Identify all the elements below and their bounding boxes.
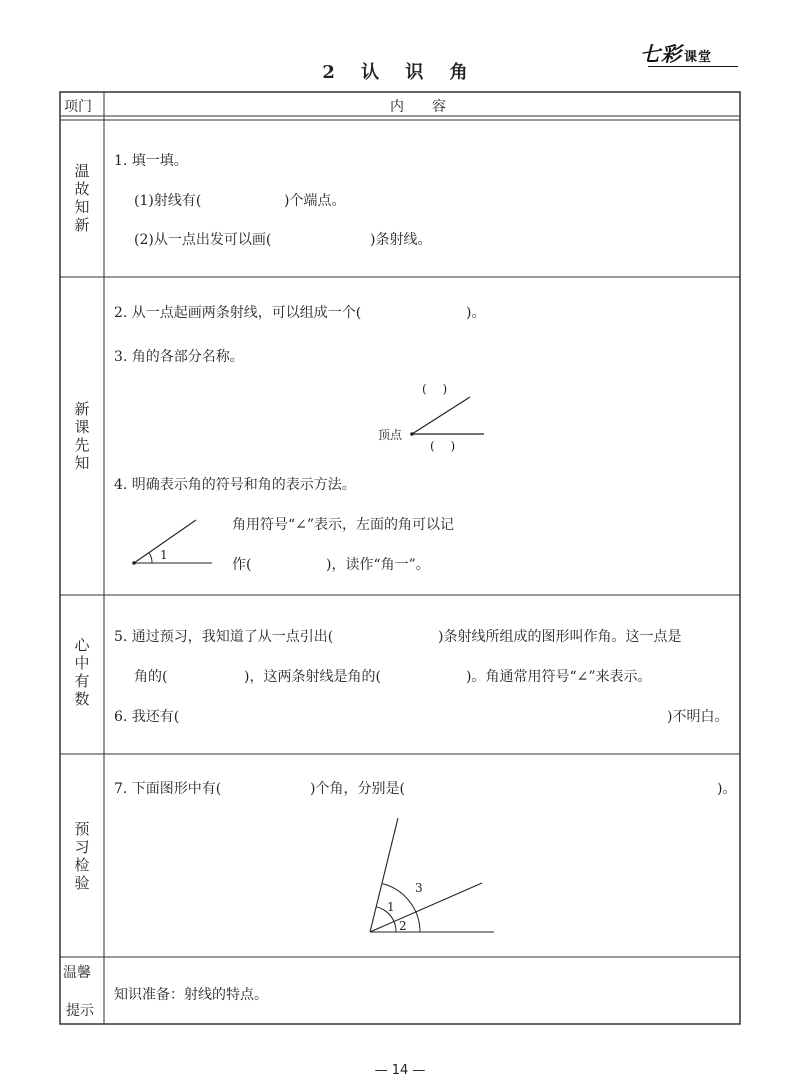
question-4-line1: 角用符号“∠”表示，左面的角可以记 xyxy=(232,517,455,533)
question-6-suffix: )不明白。 xyxy=(667,709,729,725)
tip-text: 知识准备：射线的特点。 xyxy=(114,987,268,1003)
angle-label-2: 2 xyxy=(399,919,407,933)
question-7-prefix: 7. 下面图形中有( xyxy=(114,781,222,797)
question-1-title: 1. 填一填。 xyxy=(114,153,188,169)
question-4-line2-suffix: )，读作“角一”。 xyxy=(326,557,430,573)
question-2-prefix: 2. 从一点起画两条射线，可以组成一个( xyxy=(114,305,362,321)
question-7-suffix: )。 xyxy=(717,781,737,797)
angle-label-3: 3 xyxy=(415,881,423,895)
question-5-line2-suffix: )。角通常用符号“∠”来表示。 xyxy=(466,669,652,685)
section-label-tip-a: 温馨 xyxy=(63,965,91,981)
three-angles-diagram xyxy=(360,810,510,940)
section-label-tip-b: 提示 xyxy=(66,1003,94,1019)
section-label-summary: 心中有数 xyxy=(74,636,90,708)
side-label-blank-top: ( ) xyxy=(422,382,448,396)
brand-name: 七彩 xyxy=(640,42,682,66)
section-label-check: 预习检验 xyxy=(74,820,90,892)
angle-one-label: 1 xyxy=(160,548,168,562)
question-3-title: 3. 角的各部分名称。 xyxy=(114,349,244,365)
brand-suffix: 课堂 xyxy=(684,50,713,65)
question-1b-prefix: (2)从一点出发可以画( xyxy=(134,232,272,248)
question-5-line2-middle: )，这两条射线是角的( xyxy=(244,669,381,685)
question-6-prefix: 6. 我还有( xyxy=(114,709,180,725)
question-1b-suffix: )条射线。 xyxy=(370,232,432,248)
question-5-line1-prefix: 5. 通过预习，我知道了从一点引出( xyxy=(114,629,334,645)
question-5-line1-suffix: )条射线所组成的图形叫作角。这一点是 xyxy=(438,629,682,645)
section-label-preview: 新课先知 xyxy=(74,400,90,472)
question-2-suffix: )。 xyxy=(466,305,486,321)
angle-label-1: 1 xyxy=(387,900,395,914)
angle-one-diagram xyxy=(126,514,226,570)
vertex-label: 顶点 xyxy=(378,428,403,442)
page-number: — 14 — xyxy=(374,1063,426,1078)
side-label-blank-bottom: ( ) xyxy=(430,439,456,453)
column-header-item: 项门 xyxy=(64,99,92,115)
question-4-line2-prefix: 作( xyxy=(232,557,252,573)
page-title: 2 认 识 角 xyxy=(322,62,478,83)
question-1a-prefix: (1)射线有( xyxy=(134,193,202,209)
column-header-content: 内 容 xyxy=(390,99,446,115)
question-5-line2-prefix: 角的( xyxy=(134,669,168,685)
question-4-title: 4. 明确表示角的符号和角的表示方法。 xyxy=(114,477,356,493)
question-7-middle: )个角，分别是( xyxy=(310,781,405,797)
question-1a-suffix: )个端点。 xyxy=(284,193,346,209)
section-label-review: 温故知新 xyxy=(74,162,90,234)
